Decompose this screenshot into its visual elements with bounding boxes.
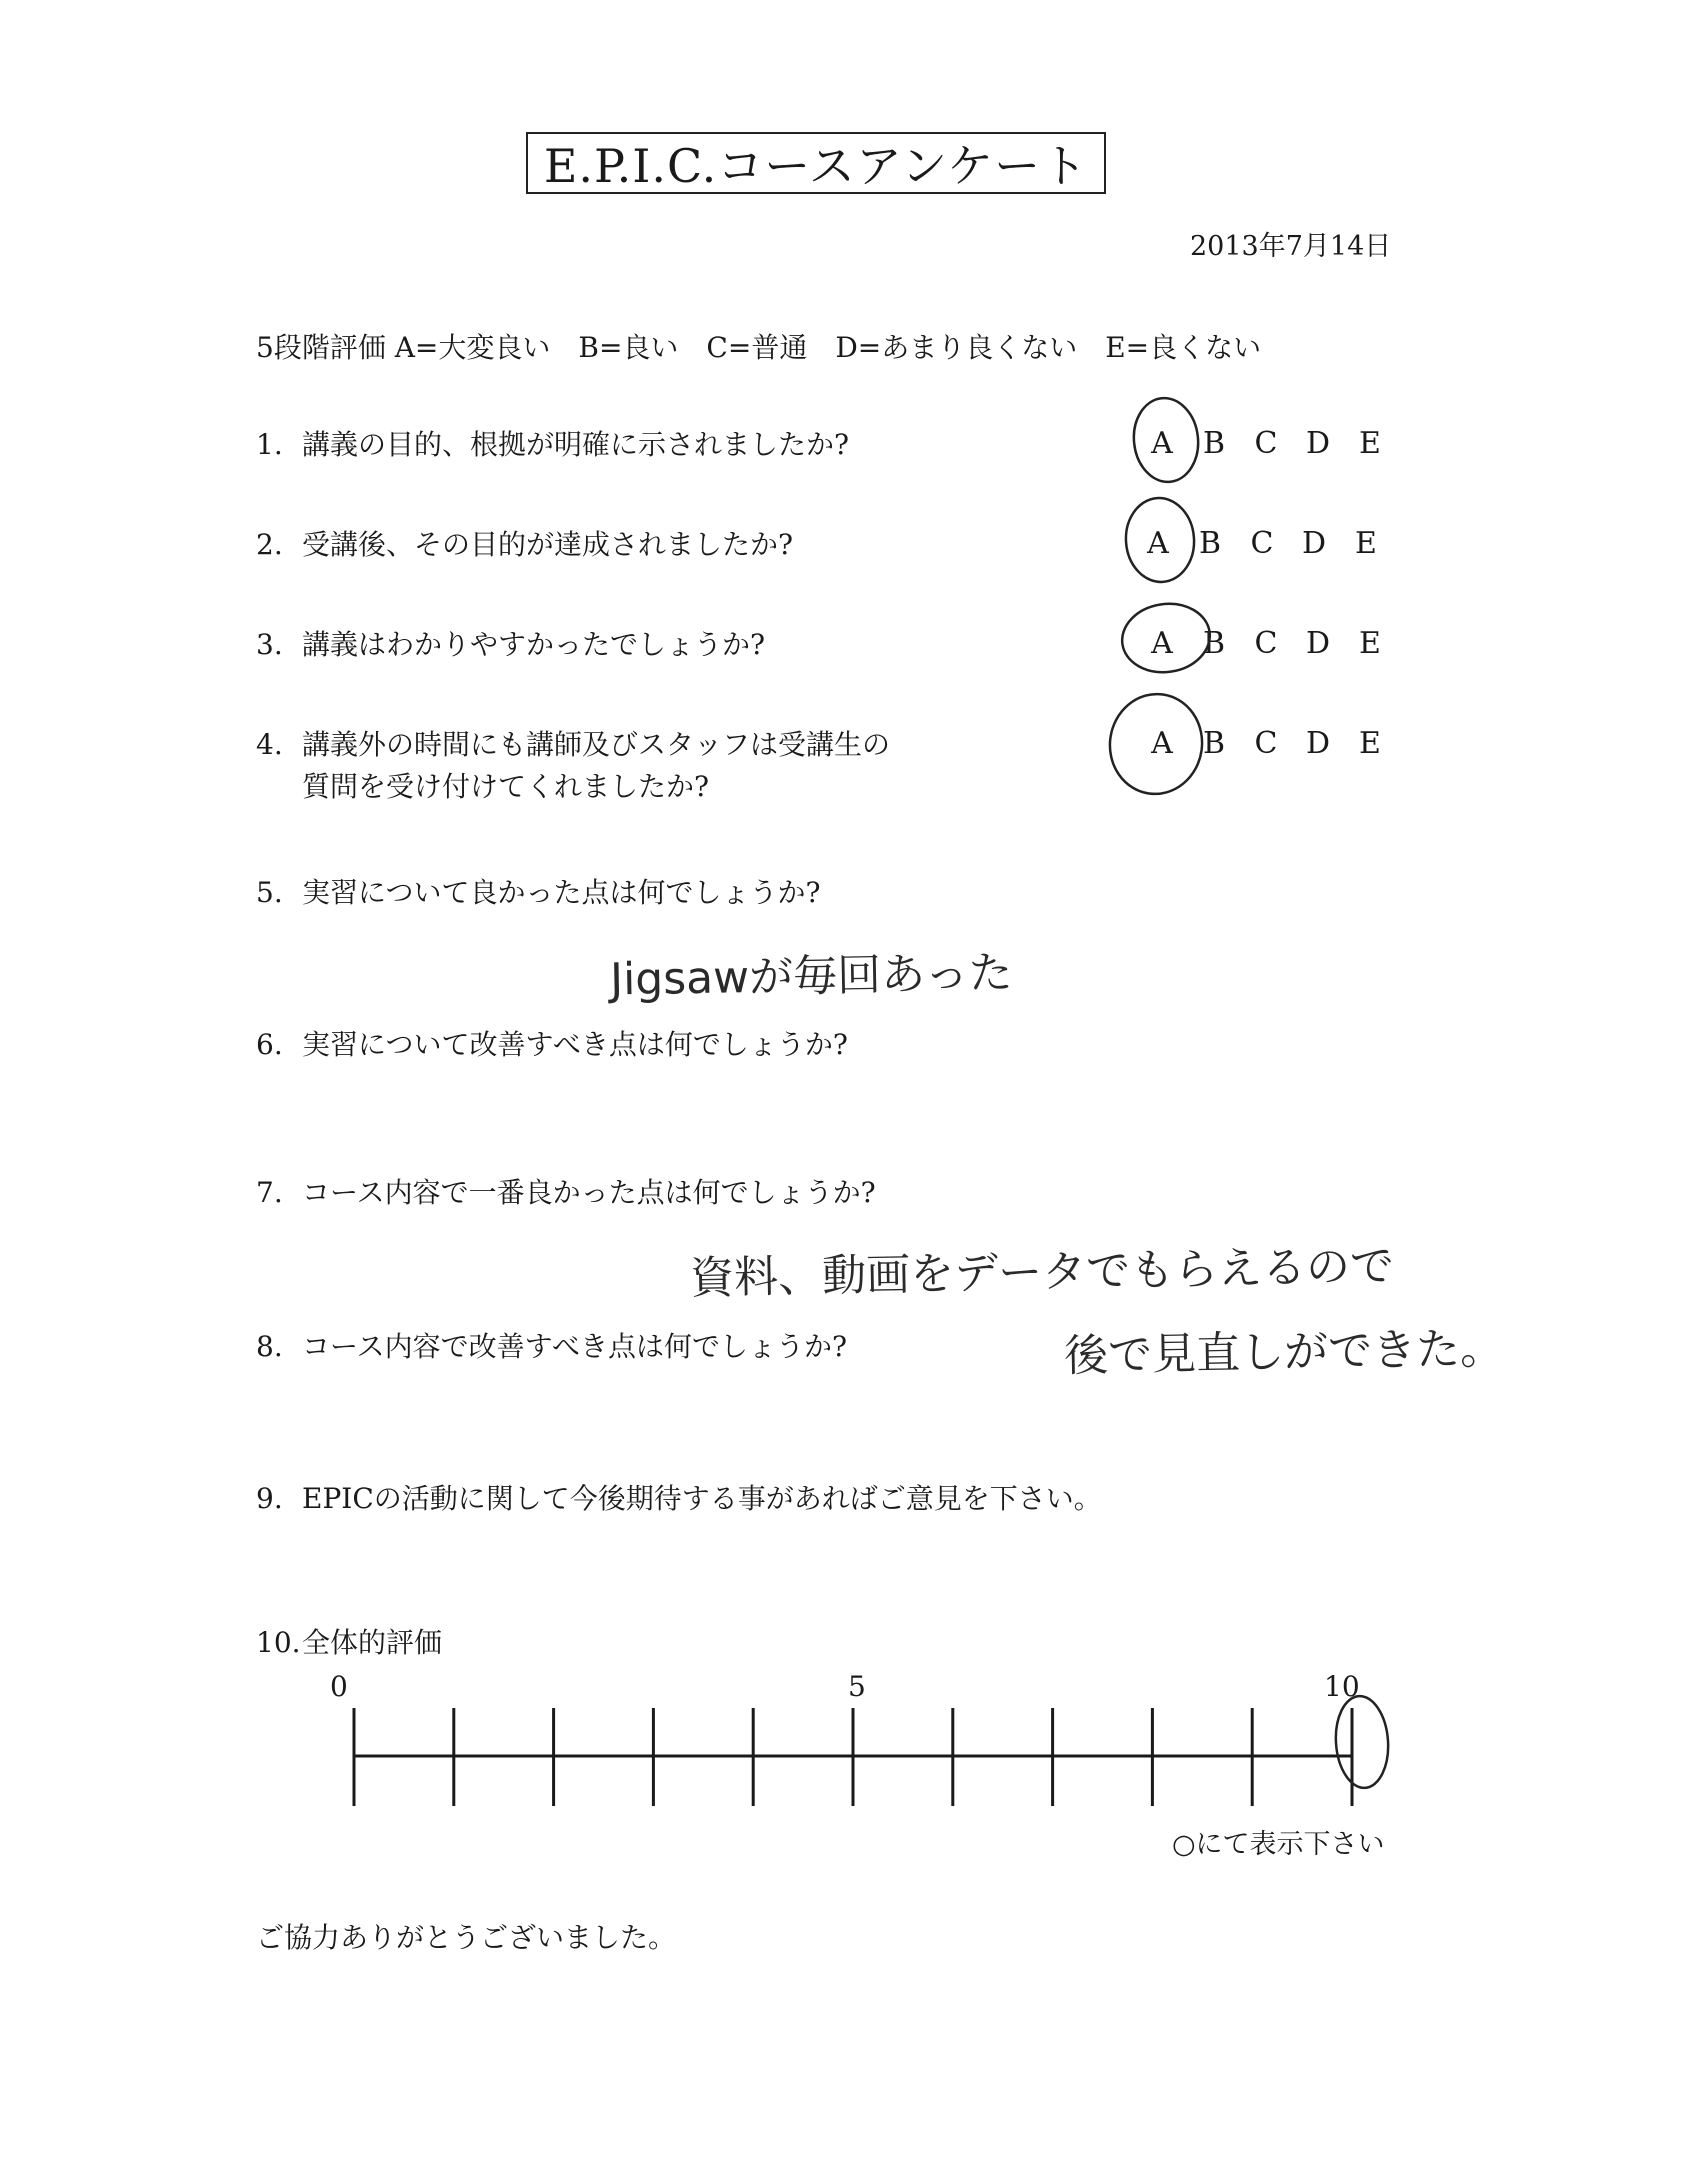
option-c[interactable]: C bbox=[1254, 726, 1278, 761]
selection-circle-q1 bbox=[1130, 395, 1202, 485]
option-a[interactable]: A bbox=[1147, 526, 1169, 561]
question-text: コース内容で一番良かった点は何でしょうか? bbox=[302, 1176, 876, 1209]
option-e[interactable]: E bbox=[1359, 426, 1381, 461]
closing-message: ご協力ありがとうございました。 bbox=[256, 1921, 677, 1954]
question-text-continued: 質問を受け付けてくれましたか? bbox=[302, 770, 710, 803]
question-number: 10. bbox=[256, 1626, 301, 1659]
question-number: 6. bbox=[256, 1028, 283, 1061]
option-d[interactable]: D bbox=[1305, 726, 1331, 761]
question-text: 実習について良かった点は何でしょうか? bbox=[302, 876, 821, 909]
option-b[interactable]: B bbox=[1198, 526, 1222, 561]
form-title: E.P.I.C.コースアンケート bbox=[526, 132, 1106, 194]
selection-circle-q3 bbox=[1118, 598, 1215, 678]
rating-scale-legend: 5段階評価 A=大変良い B=良い C=普通 D=あまり良くない E=良くない bbox=[256, 331, 1262, 364]
question-text: コース内容で改善すべき点は何でしょうか? bbox=[302, 1330, 848, 1363]
option-c[interactable]: C bbox=[1254, 426, 1278, 461]
option-b[interactable]: B bbox=[1202, 626, 1226, 661]
overall-selection-circle bbox=[1333, 1694, 1391, 1789]
rating-scale bbox=[354, 1708, 1352, 1806]
form-date: 2013年7月14日 bbox=[1190, 231, 1392, 262]
option-b[interactable]: B bbox=[1202, 426, 1226, 461]
question-number: 1. bbox=[256, 428, 283, 461]
option-a[interactable]: A bbox=[1151, 726, 1173, 761]
option-a[interactable]: A bbox=[1151, 626, 1173, 661]
question-text: 全体的評価 bbox=[302, 1626, 443, 1659]
selection-circle-q4 bbox=[1103, 688, 1208, 800]
scale-max-label: 10 bbox=[1324, 1670, 1360, 1703]
option-e[interactable]: E bbox=[1355, 526, 1377, 561]
scale-instruction: ○にて表示下さい bbox=[1172, 1829, 1385, 1860]
option-e[interactable]: E bbox=[1359, 726, 1381, 761]
question-text: 講義外の時間にも講師及びスタッフは受講生の bbox=[302, 728, 891, 761]
handwritten-answer-7-line-1[interactable]: 資料、動画をデータでもらえるので bbox=[689, 1240, 1395, 1305]
option-a[interactable]: A bbox=[1151, 426, 1173, 461]
question-number: 4. bbox=[256, 728, 283, 761]
question-number: 2. bbox=[256, 528, 283, 561]
option-d[interactable]: D bbox=[1305, 426, 1331, 461]
scale-mid-label: 5 bbox=[848, 1670, 866, 1703]
handwritten-answer-7-line-2[interactable]: 後で見直しができた。 bbox=[1063, 1323, 1505, 1382]
question-text: 実習について改善すべき点は何でしょうか? bbox=[302, 1028, 848, 1061]
question-number: 5. bbox=[256, 876, 283, 909]
option-c[interactable]: C bbox=[1254, 626, 1278, 661]
selection-circle-q2 bbox=[1123, 496, 1197, 585]
question-text: 講義の目的、根拠が明確に示されましたか? bbox=[302, 428, 850, 461]
handwritten-answer-5[interactable]: Jigsawが毎回あった bbox=[609, 947, 1014, 1006]
question-number: 8. bbox=[256, 1330, 283, 1363]
question-number: 3. bbox=[256, 628, 283, 661]
question-text: 受講後、その目的が達成されましたか? bbox=[302, 528, 794, 561]
scale-min-label: 0 bbox=[330, 1670, 348, 1703]
option-b[interactable]: B bbox=[1202, 726, 1226, 761]
option-d[interactable]: D bbox=[1305, 626, 1331, 661]
question-text: 講義はわかりやすかったでしょうか? bbox=[302, 628, 766, 661]
overall-circle-mark bbox=[1333, 1694, 1391, 1789]
option-e[interactable]: E bbox=[1359, 626, 1381, 661]
question-text: EPICの活動に関して今後期待する事があればご意見を下さい。 bbox=[302, 1482, 1102, 1515]
option-c[interactable]: C bbox=[1250, 526, 1274, 561]
question-number: 9. bbox=[256, 1482, 283, 1515]
option-d[interactable]: D bbox=[1301, 526, 1327, 561]
question-number: 7. bbox=[256, 1176, 283, 1209]
